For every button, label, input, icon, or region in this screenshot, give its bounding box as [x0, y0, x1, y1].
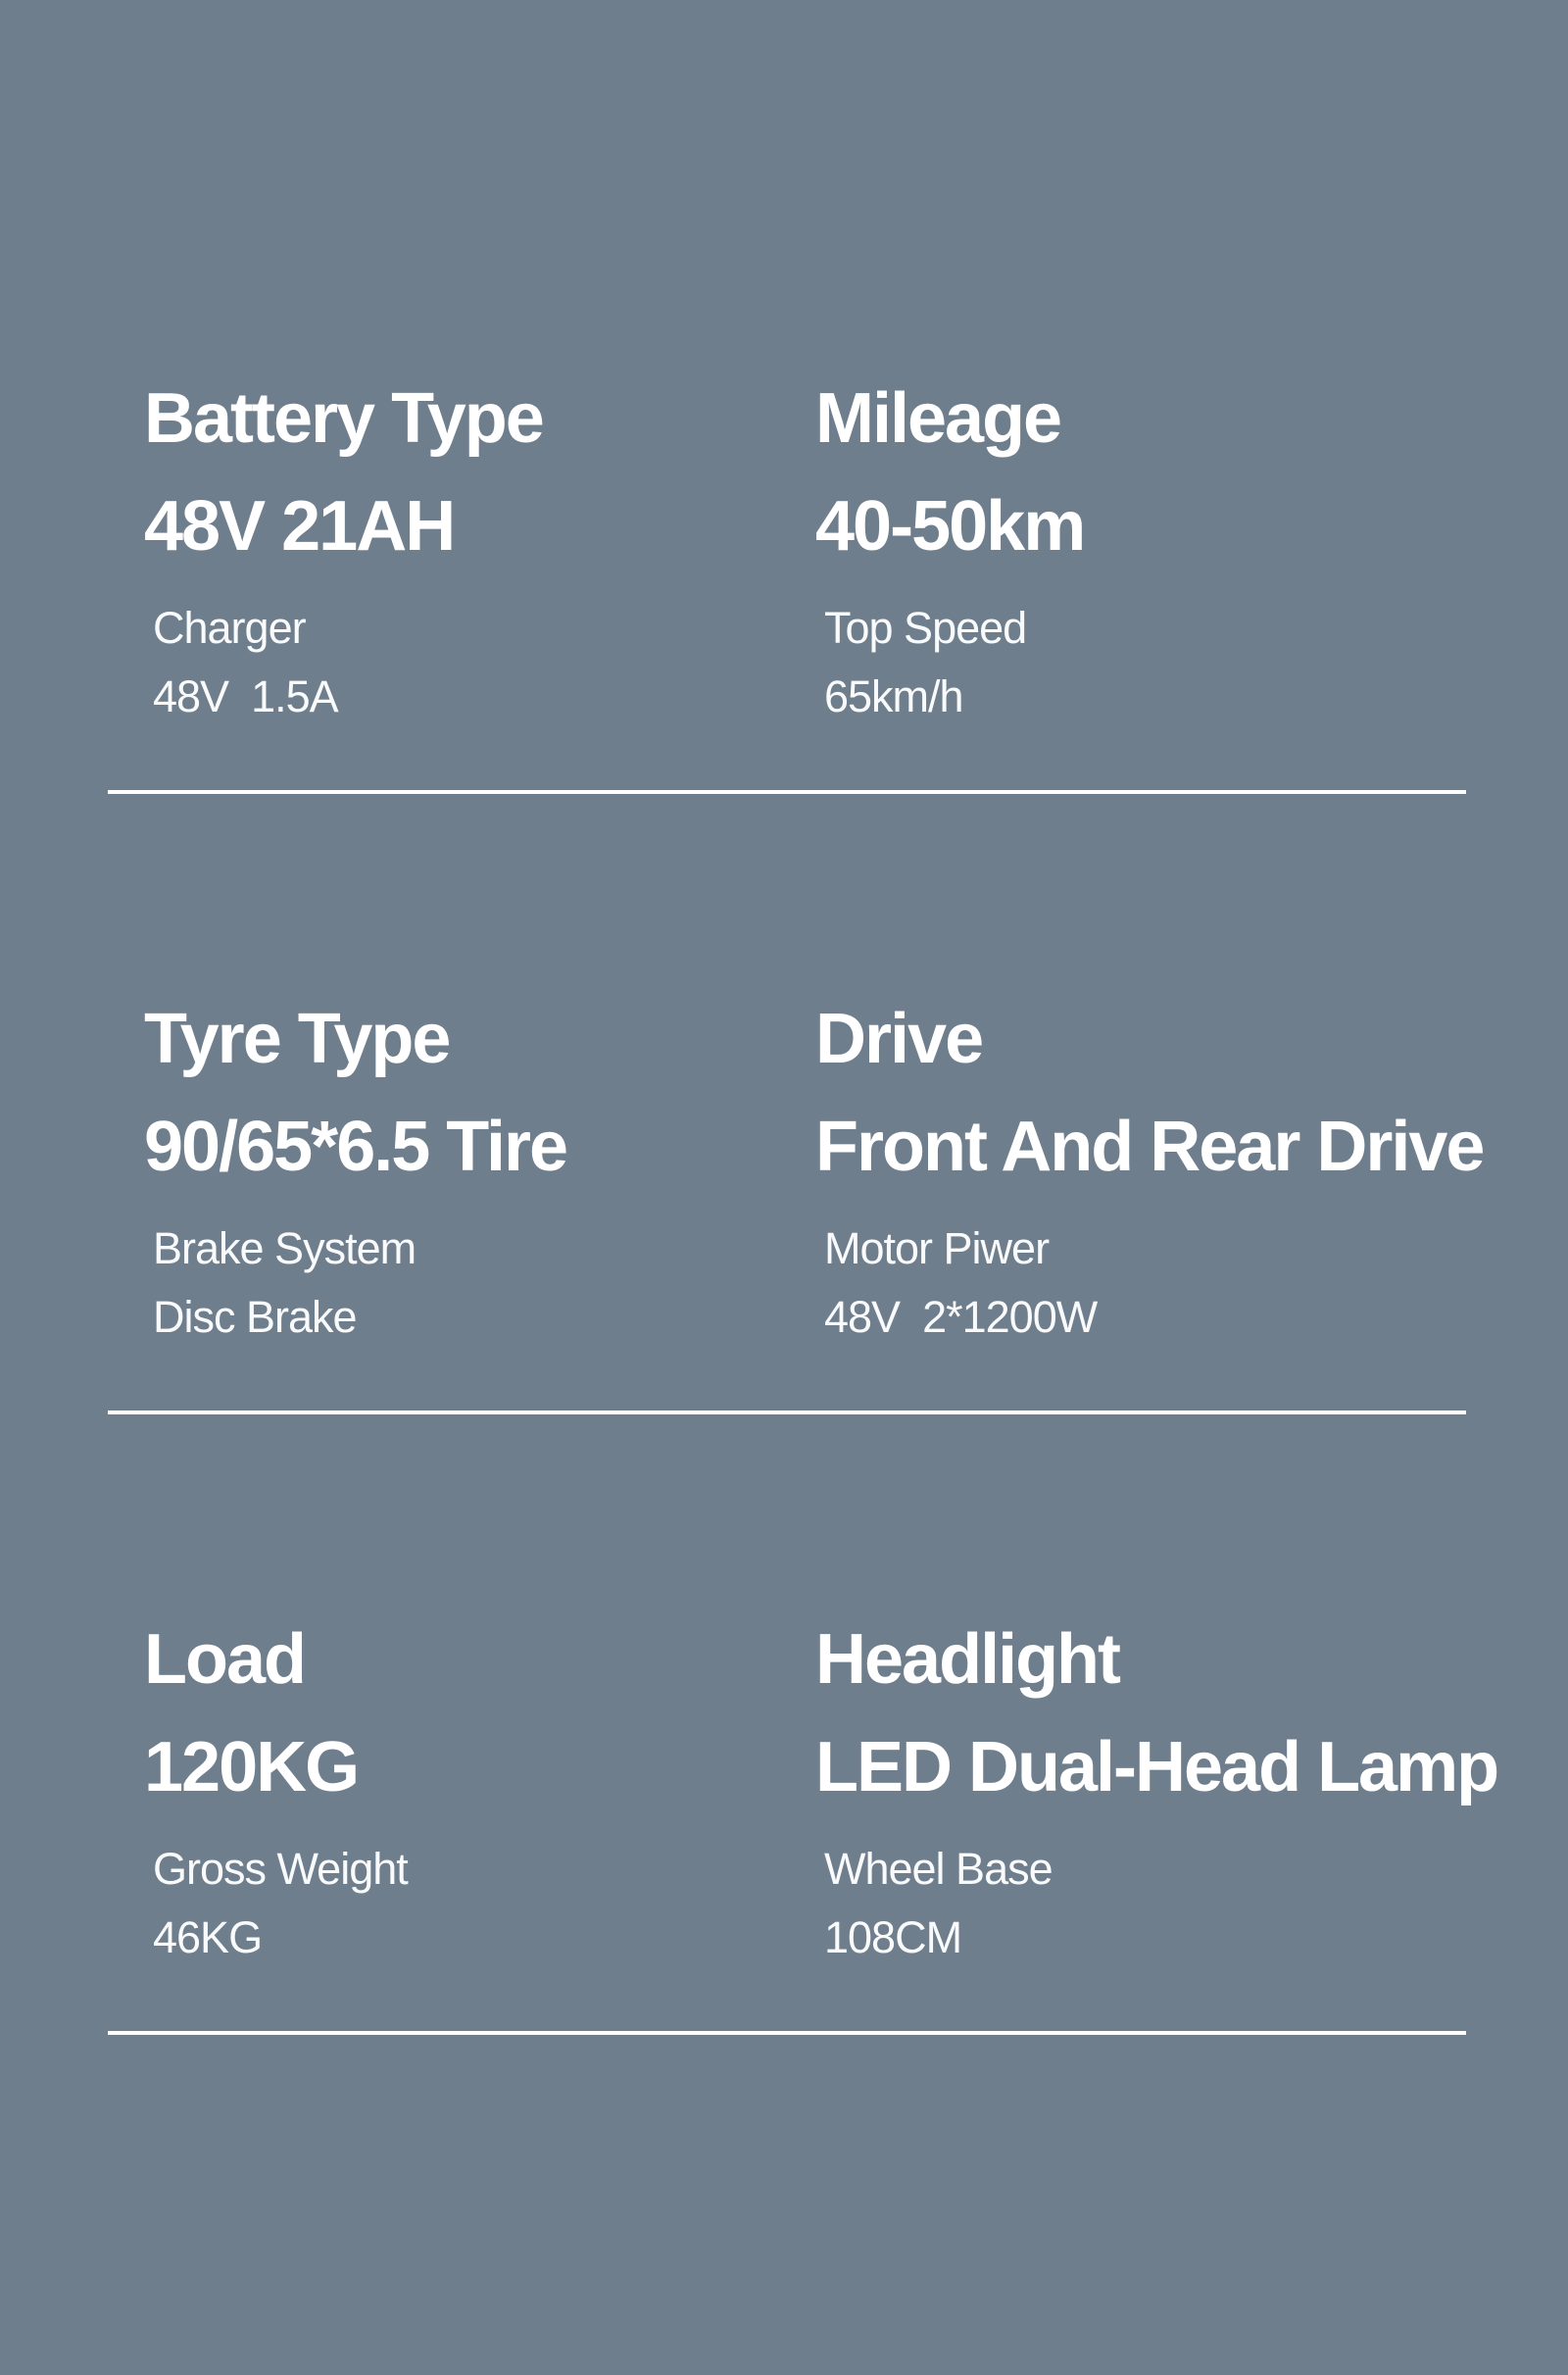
spec-value-drive: Front And Rear Drive: [815, 1108, 1484, 1186]
spec-title-drive: Drive: [815, 1000, 983, 1078]
spec-title-tyre-type: Tyre Type: [144, 1000, 450, 1078]
section-divider: [108, 1410, 1466, 1414]
spec-sub-value-motor-power: 48V 2*1200W: [824, 1292, 1098, 1342]
spec-title-load: Load: [144, 1620, 305, 1699]
spec-sub-label-motor-power: Motor Piwer: [824, 1223, 1050, 1273]
spec-sub-label-charger: Charger: [153, 603, 306, 653]
spec-sub-label-top-speed: Top Speed: [824, 603, 1027, 653]
spec-value-battery-type: 48V 21AH: [144, 487, 455, 566]
spec-cell-load: [144, 1606, 408, 1972]
spec-sub-block-top-speed: [815, 594, 1084, 731]
spec-sub-value-gross-weight: 46KG: [153, 1912, 263, 1962]
spec-sub-label-brake-system: Brake System: [153, 1223, 416, 1273]
spec-sub-value-charger: 48V 1.5A: [153, 671, 338, 721]
spec-sub-value-top-speed: 65km/h: [824, 671, 963, 721]
spec-value-headlight: LED Dual-Head Lamp: [815, 1728, 1498, 1806]
spec-sub-label-wheel-base: Wheel Base: [824, 1844, 1053, 1894]
spec-sub-block-motor-power: [815, 1214, 1483, 1352]
spec-cell-battery: [144, 365, 543, 731]
spec-value-load: 120KG: [144, 1728, 359, 1806]
spec-title-mileage: Mileage: [815, 379, 1061, 458]
spec-row-battery-mileage: [0, 365, 1568, 985]
spec-title-battery-type: Battery Type: [144, 379, 543, 458]
spec-cell-headlight: [815, 1606, 1497, 1972]
spec-sub-block-charger: [144, 594, 543, 731]
spec-cell-tyre: [144, 985, 566, 1352]
spec-cell-mileage: [815, 365, 1084, 731]
spec-title-headlight: Headlight: [815, 1620, 1120, 1699]
spec-cell-drive: [815, 985, 1483, 1352]
spec-sub-label-gross-weight: Gross Weight: [153, 1844, 408, 1894]
spec-value-tyre-type: 90/65*6.5 Tire: [144, 1108, 567, 1186]
spec-sub-value-brake-system: Disc Brake: [153, 1292, 357, 1342]
spec-sub-block-gross-weight: [144, 1835, 408, 1972]
spec-value-mileage: 40-50km: [815, 487, 1085, 566]
spec-sub-value-wheel-base: 108CM: [824, 1912, 962, 1962]
spec-sub-block-brake-system: [144, 1214, 566, 1352]
spec-sub-block-wheel-base: [815, 1835, 1497, 1972]
section-divider: [108, 790, 1466, 794]
section-divider: [108, 2031, 1466, 2035]
spec-row-load-headlight: [0, 1606, 1568, 2226]
spec-row-tyre-drive: [0, 985, 1568, 1606]
